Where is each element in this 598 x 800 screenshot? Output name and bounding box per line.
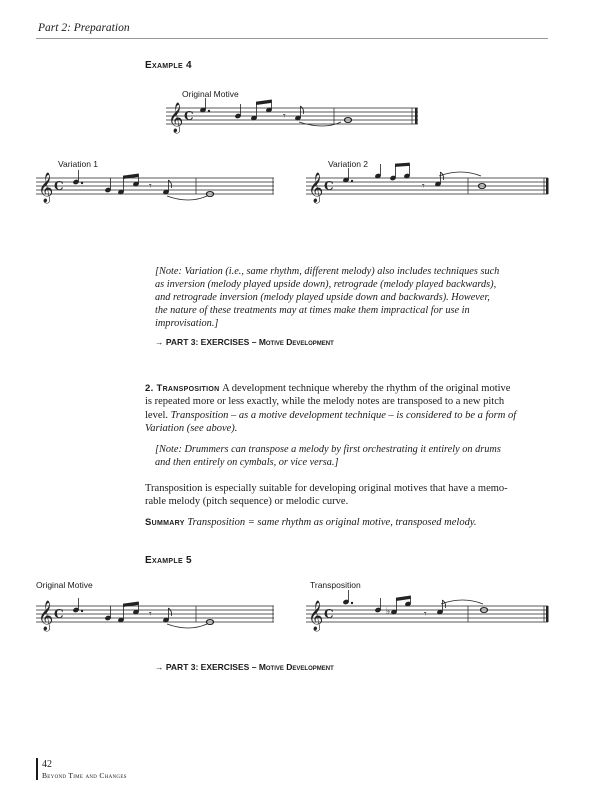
body-line: is repeated more or less exactly, while the melody notes are transposed to a new pitch	[145, 396, 505, 408]
summary-label: Summary	[145, 517, 185, 528]
staff-example4-original	[166, 98, 422, 138]
svg-text:C: C	[324, 179, 334, 193]
svg-text:𝄞: 𝄞	[168, 103, 184, 133]
transposition-heading: 2. Transposition	[145, 383, 220, 394]
svg-text:C: C	[184, 109, 194, 123]
body-line: A development technique whereby the rhythm of the original motive	[222, 383, 511, 394]
crossref-part: PART 3: EXERCISES	[165, 662, 250, 672]
svg-text:𝄞: 𝄞	[308, 173, 324, 203]
note-line: and then entirely on cymbals, or vice versa.]	[155, 457, 339, 469]
staff-example4-variation2	[306, 168, 552, 208]
note-line: [Note: Variation (i.e., same rhythm, different melody) also includes techniques such	[155, 266, 500, 277]
variation-2-label: Variation 2	[328, 159, 369, 169]
original-motive-label: Original Motive	[36, 580, 93, 590]
svg-text:𝄾: 𝄾	[283, 111, 286, 122]
example-5-heading: Example 5	[145, 555, 192, 566]
note-drummers	[155, 443, 535, 469]
crossref-section: Motive Development	[258, 337, 334, 347]
crossref-section: Motive Development	[258, 662, 334, 672]
body-line: rable melody (pitch sequence) or melodic curve.	[145, 496, 349, 508]
svg-text:C: C	[54, 607, 64, 621]
crossref-part: PART 3: EXERCISES	[165, 337, 250, 347]
note-variation	[155, 265, 535, 330]
book-title: Beyond Time and Changes	[42, 771, 127, 780]
svg-text:C: C	[54, 179, 64, 193]
svg-text:𝄾: 𝄾	[422, 181, 425, 192]
transposition-paragraph	[145, 382, 545, 436]
crossref-part3-link-2[interactable]	[155, 662, 334, 672]
transposition-usage-paragraph	[145, 482, 545, 509]
summary-text: Transposition = same rhythm as original motive, transposed melody.	[187, 517, 477, 528]
note-line: as inversion (melody played upside down), retrograde (melody played backwards),	[155, 279, 497, 291]
svg-text:𝄾: 𝄾	[149, 609, 152, 620]
crossref-dash: –	[251, 337, 257, 347]
body-line-italic: Transposition – as a motive development technique – is considered to be a form of	[170, 409, 517, 421]
summary-line	[145, 516, 477, 529]
body-line: Transposition is especially suitable for developing original motives that have a memo-	[145, 483, 508, 494]
svg-text:𝄾: 𝄾	[149, 181, 152, 192]
svg-text:𝄞: 𝄞	[308, 601, 324, 631]
staff-example4-variation1	[36, 168, 276, 208]
note-line: the nature of these treatments may at times make them impractical for use in	[155, 305, 470, 317]
crossref-part3-link-1[interactable]	[155, 337, 334, 347]
footer-bar	[36, 758, 38, 780]
svg-text:♭: ♭	[386, 606, 391, 616]
arrow-icon: →	[155, 662, 164, 672]
crossref-dash: –	[251, 662, 257, 672]
note-line: and retrograde inversion (melody played upside down and backwards). However,	[155, 292, 490, 304]
arrow-icon: →	[155, 337, 164, 347]
note-line: [Note: Drummers can transpose a melody by first orchestrating it entirely on drums	[155, 444, 501, 455]
note-line: improvisation.]	[155, 318, 219, 330]
svg-text:C: C	[324, 607, 334, 621]
variation-1-label: Variation 1	[58, 159, 99, 169]
staff-example5-transposition	[306, 596, 552, 636]
svg-text:𝄾: 𝄾	[424, 609, 427, 620]
svg-text:𝄞: 𝄞	[38, 601, 54, 631]
body-line: level.	[145, 409, 171, 421]
example-4-heading: Example 4	[145, 60, 192, 71]
header-rule	[36, 38, 548, 39]
page-number: 42	[42, 759, 52, 770]
original-motive-label: Original Motive	[182, 89, 239, 99]
transposition-label: Transposition	[310, 580, 361, 590]
body-line-italic: Variation (see above).	[145, 423, 238, 435]
running-header: Part 2: Preparation	[38, 22, 130, 34]
svg-text:𝄞: 𝄞	[38, 173, 54, 203]
staff-example5-original	[36, 596, 276, 636]
